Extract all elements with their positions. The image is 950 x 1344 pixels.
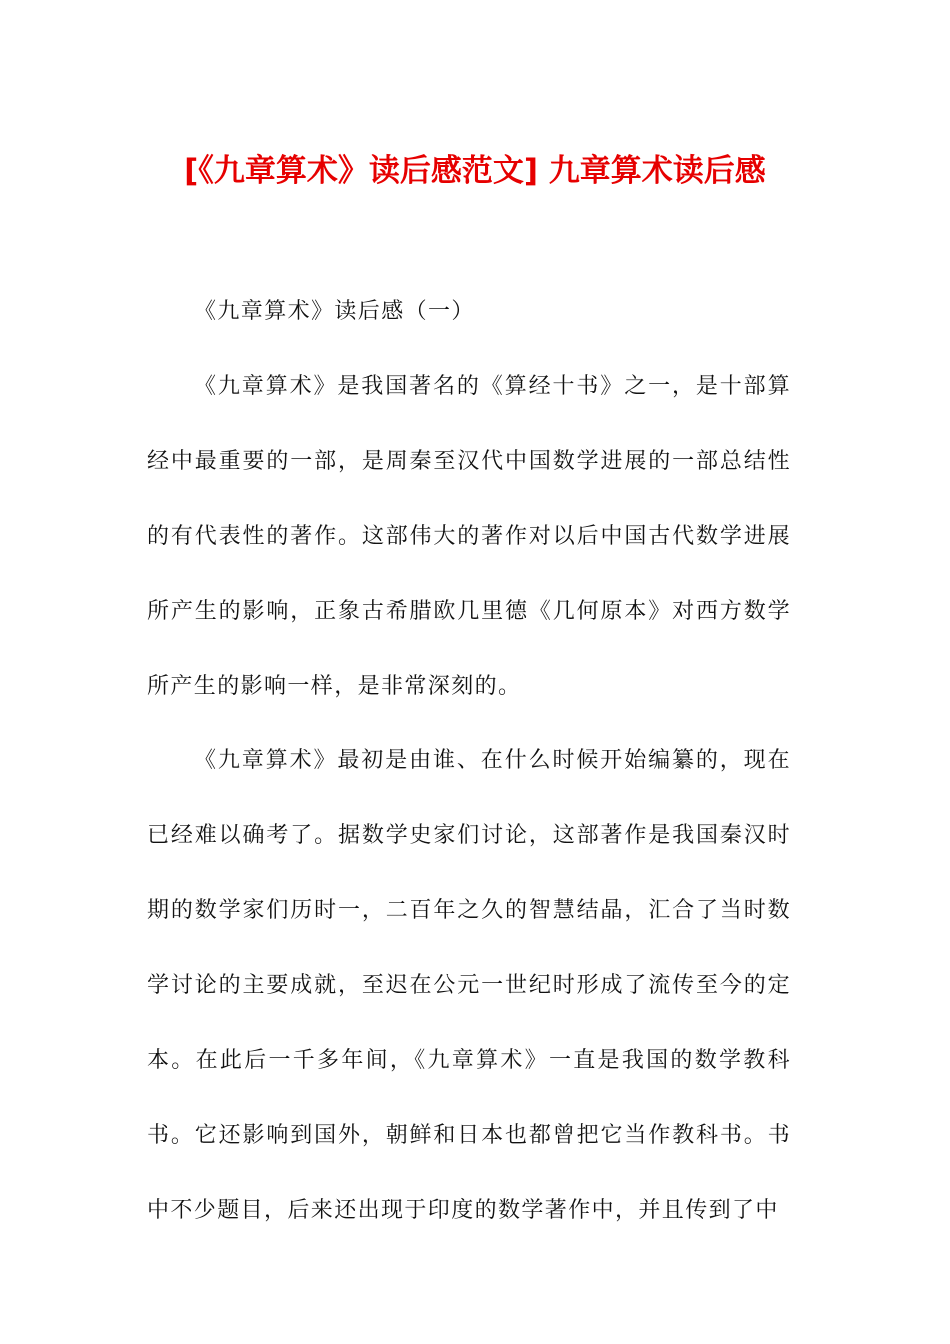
paragraph: 《九章算术》是我国著名的《算经十书》之一，是十部算经中最重要的一部，是周秦至汉代中国数学进展的一部总结性的有代表性的著作。这部伟大的著作对以后中国古代数学进展所产生的影响，正象古希腊欧几里德《几何原本》对西方数学所产生的影响一样，是非常深刻的。	[147, 373, 791, 699]
paragraph: 《九章算术》最初是由谁、在什么时候开始编纂的，现在已经难以确考了。据数学史家们讨论，这部著作是我国秦汉时期的数学家们历时一，二百年之久的智慧结晶，汇合了当时数学讨论的主要成就，至迟在公元一世纪时形成了流传至今的定本。在此后一千多年间，《九章算术》一直是我国的数学教科书。它还影响到国外，朝鲜和日本也都曾把它当作教科书。书中不少题目，后来还出现于印度的数学著作中，并且传到了中	[147, 748, 791, 1223]
document-title: [《九章算术》读后感范文] 九章算术读后感	[184, 153, 766, 189]
document-body	[147, 275, 791, 1249]
section-heading: 《九章算术》读后感（一）	[194, 299, 475, 324]
